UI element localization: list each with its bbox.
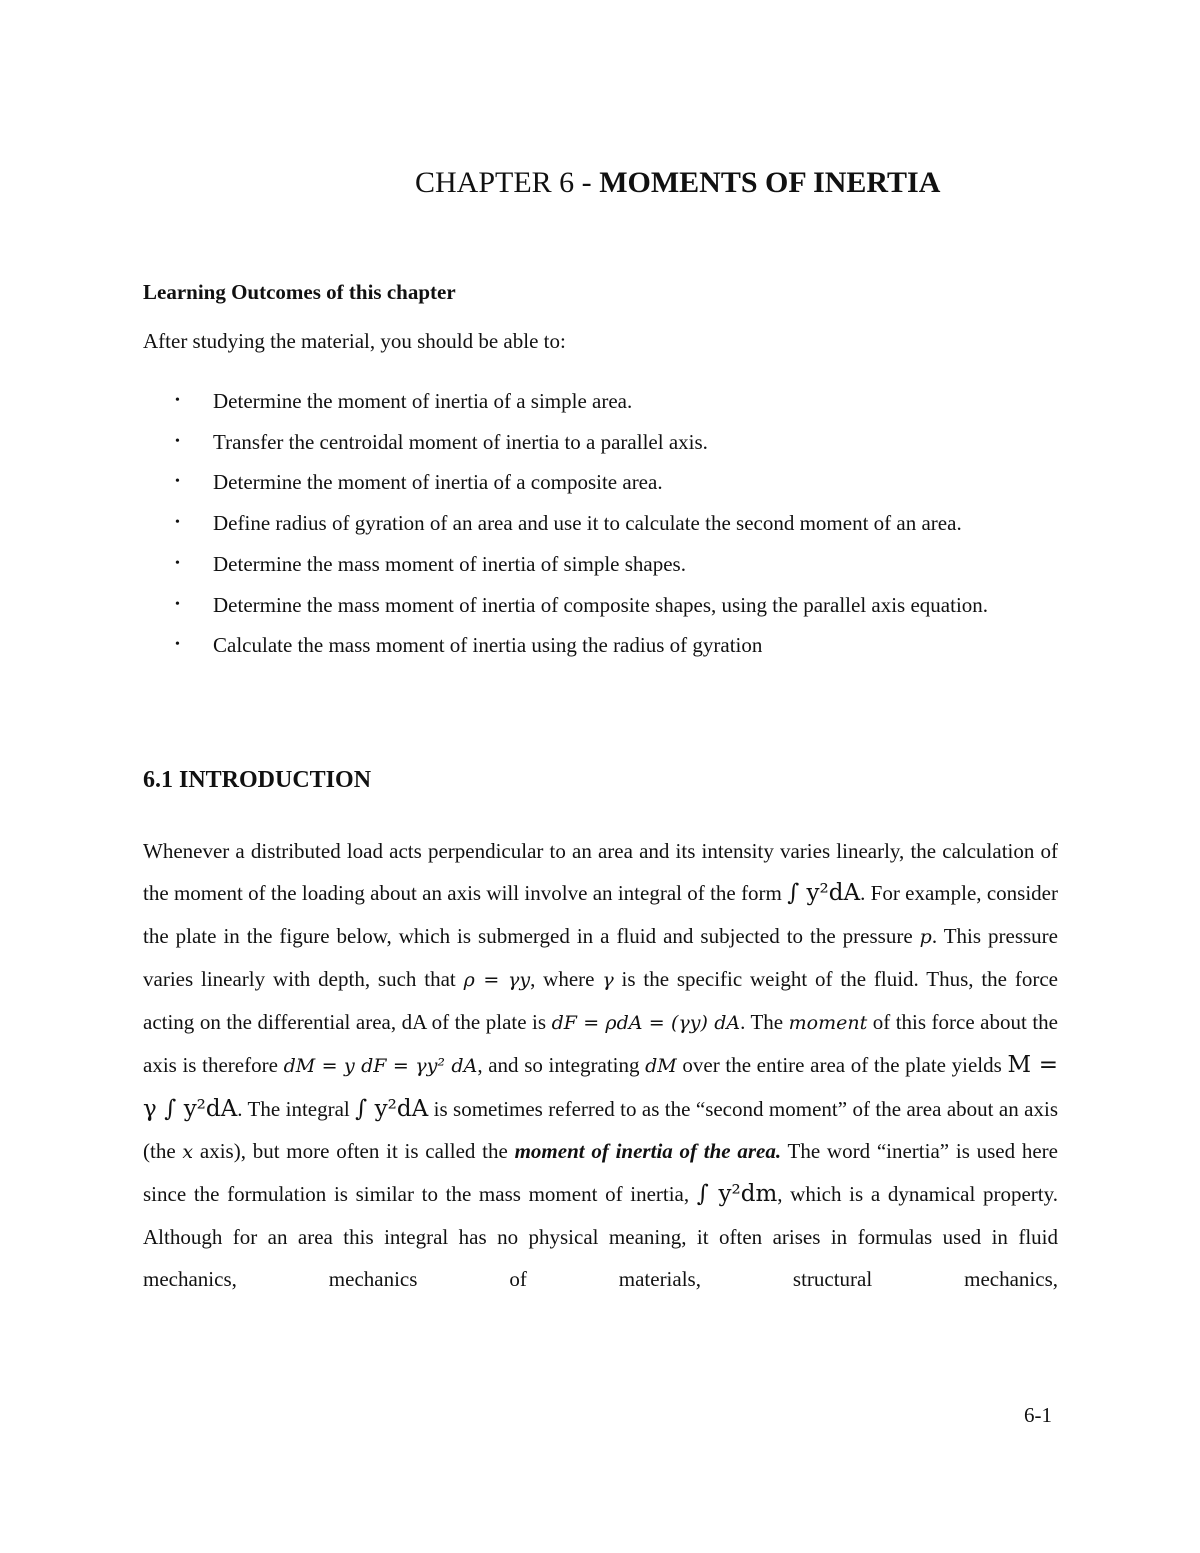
list-item-text: Calculate the mass moment of inertia using the radius of gyration	[213, 633, 763, 658]
emphasis-text: moment	[788, 1012, 868, 1035]
paragraph-text: . The integral	[237, 1096, 356, 1121]
math-expression: x	[182, 1141, 194, 1164]
paragraph-text: , which is a dynamical property. Although for an area this integral has no physical meaning, it often arises in formulas used in fluid mechanics, mechanics of materials, structural mechanics,	[143, 1182, 1058, 1291]
bullet-icon: •	[175, 515, 180, 531]
list-item	[143, 422, 1058, 463]
paragraph-text: over the entire area of the plate yields	[676, 1053, 1008, 1078]
math-expression: M = γ ∫ y²dA	[143, 1052, 1058, 1122]
introduction-paragraph	[143, 830, 1058, 1300]
math-expression: γ	[602, 968, 614, 991]
math-expression: dF = ρdA = (γy) dA	[551, 1012, 741, 1035]
paragraph-text: of this force about the axis is therefore	[143, 1010, 1058, 1078]
list-item-text: Determine the moment of inertia of a simple area.	[213, 389, 633, 413]
list-item-text: Transfer the centroidal moment of inertia to a parallel axis.	[213, 429, 708, 454]
learning-outcomes-intro: After studying the material, you should be able to:	[143, 329, 566, 353]
list-item	[143, 544, 1058, 585]
list-item-text: Determine the mass moment of inertia of composite shapes, using the parallel axis equation.	[213, 592, 989, 617]
list-item	[143, 462, 1058, 503]
math-expression: ∫ y²dm	[696, 1181, 778, 1208]
paragraph-text: . For example, consider the plate in the figure below, which is submerged in a fluid and subjected to the pressure	[143, 881, 1058, 948]
list-item	[143, 503, 1058, 544]
paragraph-text: , where	[530, 966, 603, 991]
paragraph-text: . The	[740, 1010, 789, 1035]
key-term: moment of inertia of the area.	[514, 1139, 782, 1164]
chapter-title	[415, 166, 940, 200]
paragraph-text: The word “inertia” is used here since the formulation is similar to the mass moment of inertia,	[143, 1139, 1058, 1207]
chapter-number: CHAPTER 6 -	[415, 166, 600, 199]
page-number: 6-1	[1024, 1403, 1052, 1427]
list-item-text: Determine the moment of inertia of a composite area.	[213, 470, 663, 495]
bullet-icon: •	[175, 474, 180, 490]
paragraph-text: . This pressure varies linearly with depth, such that	[143, 923, 1058, 991]
math-expression: p	[919, 925, 932, 948]
list-item	[143, 625, 1058, 666]
paragraph-text: is sometimes referred to as the “second moment” of the area about an axis (the	[143, 1096, 1058, 1164]
bullet-icon: •	[175, 637, 180, 653]
chapter-name: MOMENTS OF INERTIA	[599, 166, 941, 199]
math-expression: ρ = γy	[463, 968, 531, 991]
math-expression: dM	[645, 1055, 677, 1078]
math-expression: dM = y dF = γy² dA	[283, 1055, 478, 1078]
paragraph-text: is the specific weight of the fluid. Thus, the force acting on the differential area, dA of the plate is	[143, 966, 1058, 1035]
bullet-icon: •	[175, 596, 180, 612]
section-heading: 6.1 INTRODUCTION	[143, 767, 372, 793]
math-expression: ∫ y²dA	[355, 1095, 429, 1122]
paragraph-text: Whenever a distributed load acts perpendicular to an area and its intensity varies linearly, the calculation of the moment of the loading about an axis will involve an integral of the form	[143, 839, 1058, 906]
learning-outcomes-heading: Learning Outcomes of this chapter	[143, 280, 456, 304]
list-item-text: Determine the mass moment of inertia of simple shapes.	[213, 551, 686, 576]
paragraph-text: axis), but more often it is called the	[193, 1139, 515, 1164]
list-item-text: Define radius of gyration of an area and use it to calculate the second moment of an area.	[213, 511, 962, 536]
paragraph-text: , and so integrating	[477, 1053, 646, 1078]
learning-outcomes-list	[143, 381, 1058, 666]
bullet-icon: •	[175, 555, 180, 571]
bullet-icon: •	[175, 393, 180, 408]
math-expression: ∫ y²dA	[787, 880, 861, 907]
bullet-icon: •	[175, 433, 180, 449]
list-item	[143, 585, 1058, 626]
list-item	[143, 381, 1058, 422]
